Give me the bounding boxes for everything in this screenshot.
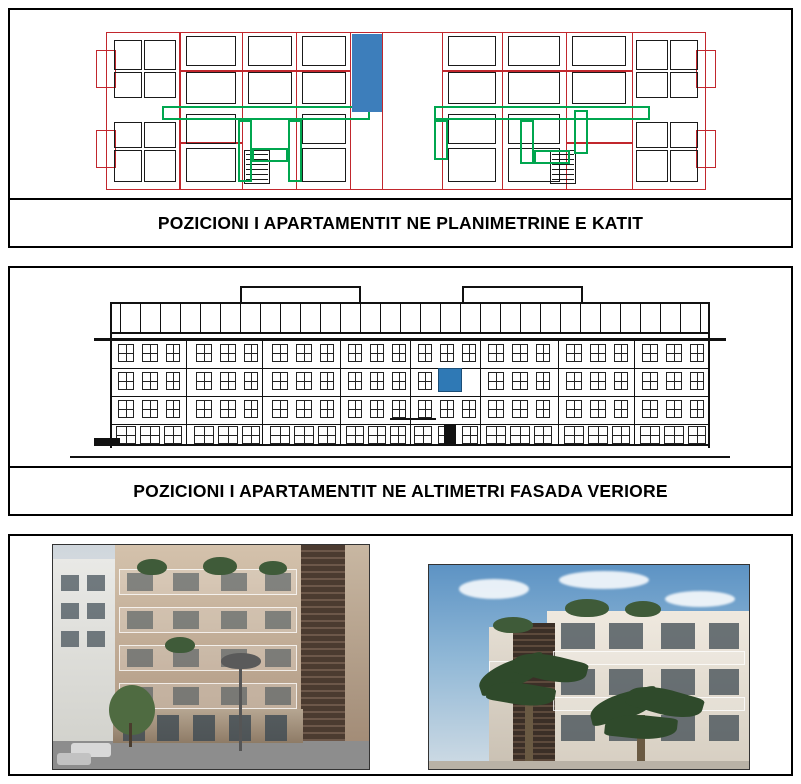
- elev-column: [620, 304, 621, 332]
- elev-window: [118, 372, 134, 390]
- window: [221, 573, 247, 591]
- elev-window: [666, 344, 682, 362]
- elev-window: [196, 344, 212, 362]
- elev-bay-line: [634, 340, 635, 444]
- plan-room: [508, 36, 560, 66]
- renderings-row: [10, 536, 791, 774]
- plan-room: [636, 150, 668, 182]
- elev-column: [300, 304, 301, 332]
- elev-window: [566, 372, 582, 390]
- elev-bay-line: [480, 340, 481, 444]
- elev-shopfront: [664, 426, 684, 444]
- elev-window: [220, 372, 236, 390]
- plan-room: [508, 72, 560, 104]
- plan-stair-step: [552, 179, 574, 180]
- cloud: [459, 579, 529, 599]
- elev-window: [642, 344, 658, 362]
- plan-stair-step: [552, 164, 574, 165]
- building-right-edge: [345, 545, 370, 770]
- elev-column: [540, 304, 541, 332]
- elev-window: [392, 400, 406, 418]
- elev-window: [642, 372, 658, 390]
- elev-base-accent: [94, 438, 120, 446]
- plan-wall: [382, 32, 383, 190]
- plan-room: [636, 40, 668, 70]
- elev-roof-line: [240, 286, 360, 288]
- elev-column: [520, 304, 521, 332]
- elev-window: [566, 400, 582, 418]
- elev-window: [566, 344, 582, 362]
- elev-window: [642, 400, 658, 418]
- elev-window: [296, 344, 312, 362]
- window: [265, 687, 291, 705]
- elev-window: [118, 344, 134, 362]
- elev-window: [272, 400, 288, 418]
- elev-window: [418, 400, 432, 418]
- elev-shopfront: [294, 426, 314, 444]
- plan-room: [144, 122, 176, 148]
- elev-shopfront: [612, 426, 630, 444]
- elev-roof-line: [359, 286, 361, 302]
- window: [61, 575, 79, 591]
- elev-window: [392, 372, 406, 390]
- elev-shopfront: [242, 426, 260, 444]
- elev-window: [244, 372, 258, 390]
- window: [709, 669, 739, 695]
- window: [127, 649, 153, 667]
- street-tree: [109, 685, 155, 735]
- elev-window: [690, 372, 704, 390]
- plan-room: [114, 122, 142, 148]
- elevation-caption: POZICIONI I APARTAMENTIT NE ALTIMETRI FASADA VERIORE: [133, 480, 668, 501]
- plan-balcony-right-top: [696, 50, 716, 88]
- elev-column: [200, 304, 201, 332]
- elev-window: [142, 400, 158, 418]
- elev-highlighted-apartment: [438, 368, 462, 392]
- elev-window: [690, 400, 704, 418]
- elev-window: [348, 372, 362, 390]
- elev-window: [614, 372, 628, 390]
- plan-corridor-right-branch3: [574, 110, 588, 154]
- plan-room: [572, 72, 626, 104]
- elev-column: [700, 304, 701, 332]
- elev-shopfront: [164, 426, 182, 444]
- plan-room: [636, 72, 668, 98]
- window: [87, 575, 105, 591]
- elev-window: [244, 344, 258, 362]
- plan-corridor-left: [162, 106, 370, 120]
- storefront-window: [157, 715, 179, 741]
- elevation-panel: [8, 266, 793, 516]
- elev-window: [142, 344, 158, 362]
- cloud: [559, 571, 649, 589]
- elev-window: [462, 344, 476, 362]
- plan-room: [670, 122, 698, 148]
- plan-room: [302, 72, 346, 104]
- elev-column: [340, 304, 341, 332]
- window: [265, 573, 291, 591]
- elev-roof-line: [240, 286, 242, 302]
- elev-column: [380, 304, 381, 332]
- elev-roof-line: [581, 286, 583, 302]
- elev-column: [240, 304, 241, 332]
- plan-room: [448, 72, 496, 104]
- elev-column: [180, 304, 181, 332]
- plan-room: [670, 72, 698, 98]
- elev-floor-line: [110, 332, 710, 334]
- elev-column: [360, 304, 361, 332]
- elev-shopfront: [688, 426, 706, 444]
- elev-roof-line: [462, 286, 464, 302]
- elev-window: [320, 372, 334, 390]
- elev-column: [600, 304, 601, 332]
- elev-window: [142, 372, 158, 390]
- window: [661, 623, 695, 649]
- street-view-rendering: [52, 544, 370, 770]
- street-lamp-head: [221, 653, 261, 669]
- elev-bay-line: [186, 340, 187, 444]
- elev-window: [244, 400, 258, 418]
- plan-room: [670, 40, 698, 70]
- elev-window: [392, 344, 406, 362]
- plan-corridor-left-branch2: [288, 120, 302, 182]
- plan-room: [144, 72, 176, 98]
- window: [709, 623, 739, 649]
- elev-window: [488, 372, 504, 390]
- elev-window: [512, 344, 528, 362]
- elev-window: [220, 344, 236, 362]
- elev-window: [370, 344, 384, 362]
- elev-left-edge: [110, 302, 112, 448]
- plan-room: [114, 72, 142, 98]
- floor-plan-caption: POZICIONI I APARTAMENTIT NE PLANIMETRINE E KATIT: [157, 212, 644, 233]
- window: [709, 715, 739, 741]
- elev-shopfront: [346, 426, 364, 444]
- window: [561, 715, 595, 741]
- elev-shopfront: [368, 426, 386, 444]
- elev-window: [536, 344, 550, 362]
- plan-room: [448, 148, 496, 182]
- plan-room: [114, 40, 142, 70]
- terrace-plant: [259, 561, 287, 575]
- window: [221, 611, 247, 629]
- elev-window: [166, 344, 180, 362]
- elev-window: [272, 372, 288, 390]
- window: [127, 611, 153, 629]
- elev-window: [196, 400, 212, 418]
- elev-shopfront: [510, 426, 530, 444]
- elev-base-accent: [444, 424, 456, 446]
- elev-column: [500, 304, 501, 332]
- plan-room: [670, 150, 698, 182]
- elev-shopfront: [218, 426, 238, 444]
- renderings-panel: [8, 534, 793, 776]
- elev-bay-line: [558, 340, 559, 444]
- building-perforated-tower: [301, 545, 345, 770]
- elev-right-edge: [708, 302, 710, 448]
- plan-room: [186, 72, 236, 104]
- floor-plan-panel: [8, 8, 793, 248]
- window: [127, 573, 153, 591]
- window: [61, 603, 79, 619]
- elevation-caption-bar: [10, 466, 791, 514]
- plan-room: [302, 148, 346, 182]
- elev-window: [166, 400, 180, 418]
- elev-column: [160, 304, 161, 332]
- elev-terrain-line: [70, 456, 730, 458]
- car: [57, 753, 91, 765]
- floor-plan-caption-bar: [10, 198, 791, 246]
- window: [87, 603, 105, 619]
- elev-column: [480, 304, 481, 332]
- elev-shopfront: [194, 426, 214, 444]
- plan-balcony-left-top: [96, 50, 116, 88]
- elev-window: [690, 344, 704, 362]
- elev-window: [220, 400, 236, 418]
- elev-window: [320, 344, 334, 362]
- plan-corridor-left-stub: [252, 148, 288, 162]
- elev-shopfront: [140, 426, 160, 444]
- plan-corridor-right: [434, 106, 650, 120]
- window: [173, 573, 199, 591]
- plan-room: [302, 36, 346, 66]
- elev-ground-line: [110, 444, 710, 446]
- elev-column: [660, 304, 661, 332]
- street-lamp: [239, 663, 242, 751]
- elev-window: [418, 372, 432, 390]
- elev-roof-line: [462, 286, 582, 288]
- plan-room: [144, 40, 176, 70]
- elev-column: [580, 304, 581, 332]
- elev-shopfront: [564, 426, 584, 444]
- elev-window: [614, 344, 628, 362]
- plan-room: [186, 148, 236, 182]
- elev-column: [260, 304, 261, 332]
- terrace-plant: [565, 599, 609, 617]
- elev-column: [320, 304, 321, 332]
- elev-shopfront: [270, 426, 290, 444]
- elev-window: [488, 344, 504, 362]
- plan-room: [144, 150, 176, 182]
- elev-window: [440, 344, 454, 362]
- elev-entrance: [414, 426, 432, 444]
- elev-canopy: [390, 418, 436, 420]
- elev-column: [220, 304, 221, 332]
- plan-room: [248, 36, 292, 66]
- elev-window: [418, 344, 432, 362]
- elev-window: [272, 344, 288, 362]
- plan-corridor-left-branch: [238, 120, 252, 182]
- elev-column: [460, 304, 461, 332]
- plan-highlighted-apartment: [352, 34, 382, 112]
- tree-trunk: [129, 723, 132, 747]
- elev-window: [320, 400, 334, 418]
- elev-bay-line: [340, 340, 341, 444]
- elev-shopfront: [318, 426, 336, 444]
- ground: [429, 761, 750, 770]
- elev-column: [420, 304, 421, 332]
- elev-window: [296, 400, 312, 418]
- elev-column: [560, 304, 561, 332]
- plan-room: [636, 122, 668, 148]
- elev-column: [120, 304, 121, 332]
- elev-window: [512, 372, 528, 390]
- window: [173, 687, 199, 705]
- window: [61, 631, 79, 647]
- floor-plan-drawing: [10, 10, 791, 200]
- elev-window: [166, 372, 180, 390]
- elev-window: [590, 344, 606, 362]
- elev-window: [462, 400, 476, 418]
- terrace-plant: [165, 637, 195, 653]
- elev-window: [590, 372, 606, 390]
- elev-window: [296, 372, 312, 390]
- plan-corridor-right-branch: [434, 120, 448, 160]
- plan-stair-step: [552, 169, 574, 170]
- elev-entrance: [390, 426, 406, 444]
- plan-room: [186, 36, 236, 66]
- elev-window: [196, 372, 212, 390]
- elev-bay-line: [262, 340, 263, 444]
- elev-shopfront: [588, 426, 608, 444]
- elev-window: [348, 344, 362, 362]
- elev-window: [370, 372, 384, 390]
- elev-window: [348, 400, 362, 418]
- plan-corridor-right-branch2: [520, 120, 534, 164]
- elev-window: [512, 400, 528, 418]
- elev-column: [440, 304, 441, 332]
- elev-column: [680, 304, 681, 332]
- elev-column: [640, 304, 641, 332]
- window: [609, 623, 643, 649]
- elev-window: [488, 400, 504, 418]
- elev-window: [590, 400, 606, 418]
- plan-corridor-right-stub: [534, 150, 570, 164]
- terrace-plant: [493, 617, 533, 633]
- elev-window: [118, 400, 134, 418]
- terrace-plant: [203, 557, 237, 575]
- window: [265, 611, 291, 629]
- window: [561, 623, 595, 649]
- plan-room: [572, 36, 626, 66]
- storefront-window: [193, 715, 215, 741]
- elev-column: [400, 304, 401, 332]
- plan-balcony-left-bottom: [96, 130, 116, 168]
- corner-view-rendering: [428, 564, 750, 770]
- elev-window: [666, 400, 682, 418]
- cloud: [665, 591, 735, 607]
- elev-window: [370, 400, 384, 418]
- plan-balcony-right-bottom: [696, 130, 716, 168]
- elev-window: [666, 372, 682, 390]
- terrace-plant: [625, 601, 661, 617]
- elev-shopfront: [462, 426, 478, 444]
- elev-window: [536, 400, 550, 418]
- elev-bay-line: [410, 340, 411, 444]
- elev-window: [536, 372, 550, 390]
- elev-shopfront: [640, 426, 660, 444]
- plan-stair-step: [552, 174, 574, 175]
- window: [173, 611, 199, 629]
- window: [265, 649, 291, 667]
- elev-window: [614, 400, 628, 418]
- elev-column: [280, 304, 281, 332]
- elevation-drawing: [10, 268, 791, 468]
- plan-room: [114, 150, 142, 182]
- terrace-plant: [137, 559, 167, 575]
- elev-shopfront: [534, 426, 552, 444]
- window: [221, 687, 247, 705]
- plan-room: [248, 72, 292, 104]
- window: [87, 631, 105, 647]
- elev-column: [140, 304, 141, 332]
- elev-window: [440, 400, 454, 418]
- plan-room: [448, 36, 496, 66]
- storefront-window: [265, 715, 287, 741]
- elev-shopfront: [486, 426, 506, 444]
